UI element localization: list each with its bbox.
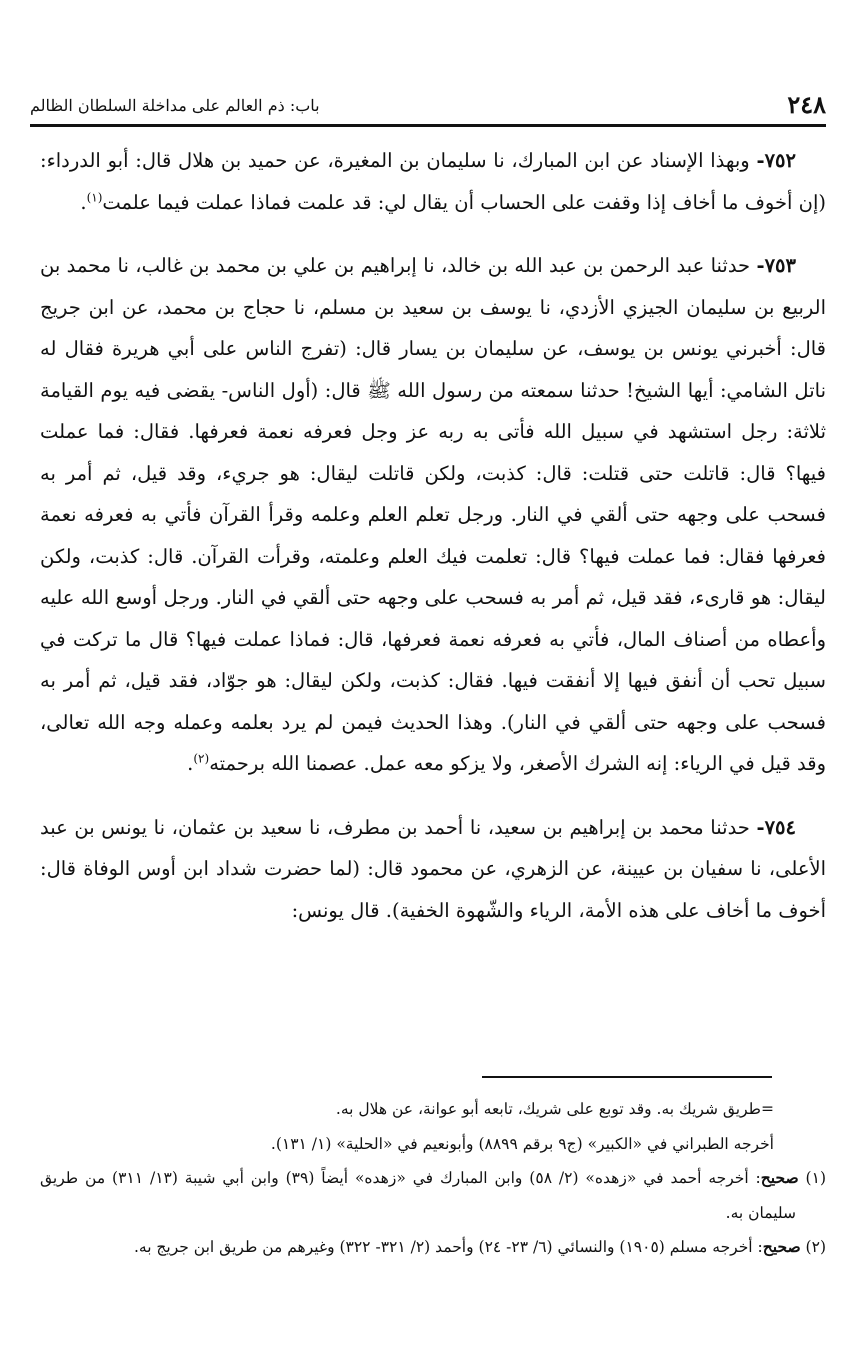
main-text [40, 140, 826, 953]
chapter-title: باب: ذم العالم على مداخلة السلطان الظالم [30, 96, 320, 115]
header-rule [30, 124, 826, 127]
hadith-text: حدثنا محمد بن إبراهيم بن سعيد، نا أحمد بن مطرف، نا سعيد بن عثمان، نا يونس بن عبد الأعلى، نا سفيان بن عيينة، عن الزهري، عن محمود قال: (لما حضرت شداد ابن أوس الوفاة قال: أخوف ما أخاف على هذه الأمة، الرياء والشّهوة الخفية). قال يونس: [40, 815, 826, 922]
footnote-grade: صحيح [760, 1168, 799, 1187]
footnote-text: : أخرجه أحمد في «زهده» (٢/ ٥٨) وابن المبارك في «زهده» أيضاً (٣٩) وابن أبي شيبة (١٣/ ٣١١) من طريق سليمان به. [40, 1169, 796, 1222]
hadith-number: ٧٥٤- [756, 815, 796, 839]
hadith-752 [40, 140, 826, 223]
footnote-1 [40, 1161, 826, 1230]
hadith-number: ٧٥٣- [756, 254, 796, 277]
hadith-text: وبهذا الإسناد عن ابن المبارك، نا سليمان بن المغيرة، عن حميد بن هلال قال: أبو الدرداء: (إن أخوف ما أخاف إذا وقفت على الحساب أن يقال لي: قد علمت فماذا عملت فيما علمت [40, 149, 826, 214]
page-number: ٢٤٨ [787, 90, 826, 119]
hadith-753 [40, 245, 826, 785]
footnote-2 [40, 1230, 826, 1265]
hadith-tail: . [187, 752, 194, 775]
hadith-754 [40, 807, 826, 932]
hadith-tail: . [80, 190, 87, 214]
footnote-continuation: أخرجه الطبراني في «الكبير» (ج٩ برقم ٨٨٩٩) وأبونعيم في «الحلية» (١/ ١٣١). [270, 1134, 774, 1153]
footnote-continuation: =طريق شريك به. وقد توبع على شريك، تابعه أبو عوانة، عن هلال به. [335, 1100, 774, 1118]
hadith-number: ٧٥٢- [756, 149, 796, 172]
footnote-marker: (١) [86, 190, 103, 204]
footnote-text: : أخرجه مسلم (١٩٠٥) والنسائي (٦/ ٢٣- ٢٤) وأحمد (٢/ ٣٢١- ٣٢٢) وغيرهم من طريق ابن جريج به. [133, 1238, 763, 1256]
hadith-text: حدثنا عبد الرحمن بن عبد الله بن خالد، نا إبراهيم بن علي بن محمد بن غالب، نا محمد بن الربيع بن سليمان الجيزي الأزدي، نا يوسف بن سعيد بن مسلم، نا حجاج بن محمد، عن ابن جريج قال: أخبرني يونس بن يوسف، عن سليمان بن يسار قال: (تفرج الناس على أبي هريرة فقال له ناتل الشامي: أيها الشيخ! حدثنا سمعته من رسول الله ﷺ قال: (أول الناس- يقضى فيه يوم القيامة ثلاثة: رجل استشهد في سبيل الله فأتى به ربه عز وجل فعرفه نعمة فعرفها. فقال: فما عملت فيها؟ قال: قاتلت حتى قتلت: قال: كذبت، ولكن قاتلت ليقال: هو جريء، وقد قيل، ثم أمر به فسحب على وجهه حتى ألقي في النار. ورجل تعلم العلم وعلمه وقرأ القرآن فأتي به فعرفه نعمة فعرفها فقال: فما عملت فيها؟ قال: تعلمت فيك العلم وعلمته، وقرأت القرآن. قال: كذبت، ولكن ليقال: هو قارىء، فقد قيل، ثم أمر به فسحب على وجهه حتى ألقي في النار. ورجل أوسع الله عليه وأعطاه من أصناف المال، فأتي به فعرفه نعمة فعرفها، قال: فماذا عملت فيها؟ قال ما تركت في سبيل تحب أن أنفق فيها إلا أنفقت فيها. فقال: كذبت، ولكن ليقال: هو جوّاد، فقد قيل، ثم أمر به فسحب على وجهه حتى ألقي في النار). وهذا الحديث فيمن لم يرد بعلمه وعمله وجه الله تعالى، وقد قيل في الرياء: إنه الشرك الأصغر، ولا يزكو معه عمل. عصمنا الله برحمته [40, 254, 826, 775]
running-header [30, 88, 826, 122]
footnote-marker: (٢) [193, 751, 210, 766]
footnotes [40, 1092, 826, 1265]
footnote-number: (٢) [800, 1238, 826, 1256]
footnote-number: (١) [798, 1169, 826, 1187]
footnote-grade: صحيح [762, 1237, 801, 1256]
